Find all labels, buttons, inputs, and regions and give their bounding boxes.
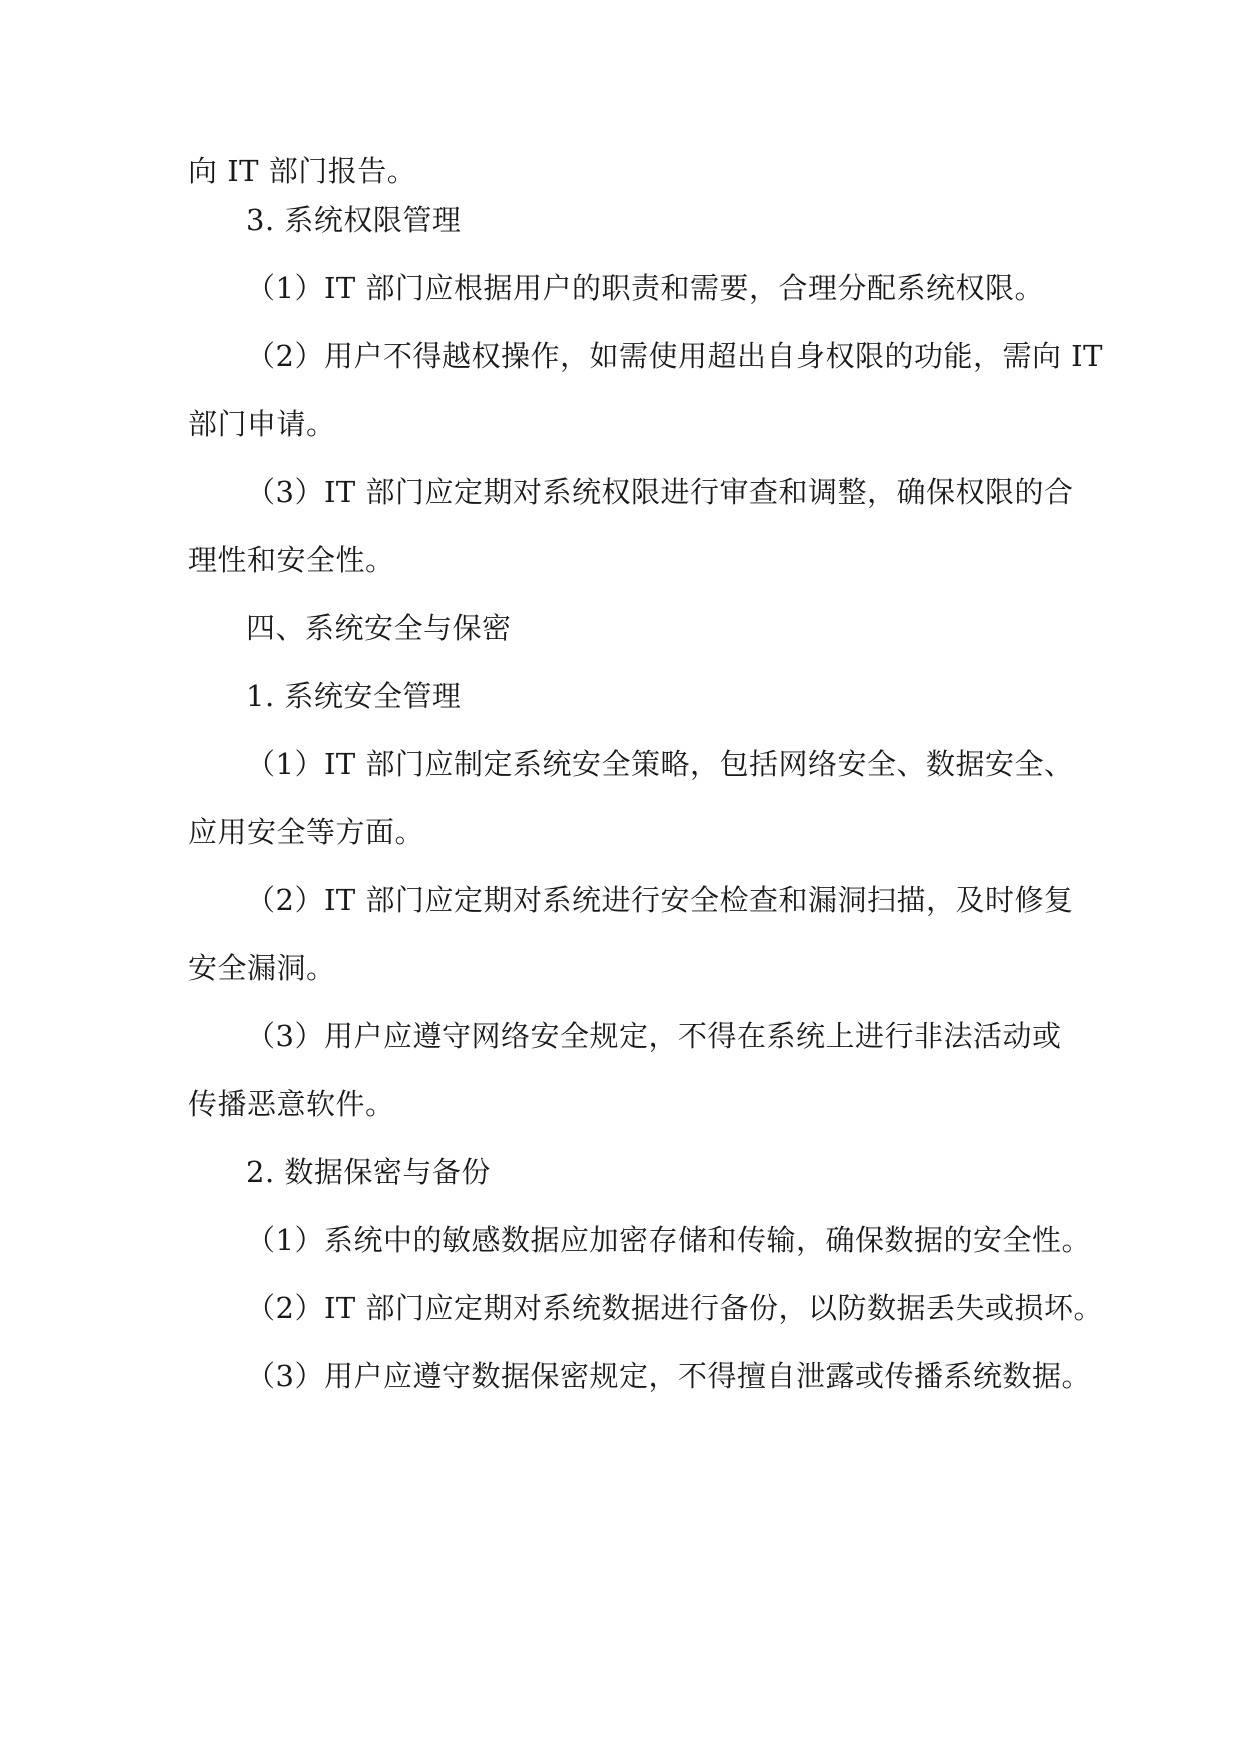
paragraph-line: （2）IT 部门应定期对系统进行安全检查和漏洞扫描，及时修复 — [246, 883, 1074, 917]
paragraph-line: 部门申请。 — [188, 407, 336, 441]
paragraph-line: 传播恶意软件。 — [188, 1087, 395, 1121]
paragraph-line: （1）IT 部门应制定系统安全策略，包括网络安全、数据安全、 — [246, 747, 1074, 781]
section-heading: 四、系统安全与保密 — [246, 611, 512, 645]
paragraph-line: 理性和安全性。 — [188, 543, 395, 577]
paragraph-line: （3）用户应遵守数据保密规定，不得擅自泄露或传播系统数据。 — [246, 1359, 1091, 1393]
paragraph-line: 安全漏洞。 — [188, 951, 336, 985]
paragraph-line: （3）用户应遵守网络安全规定，不得在系统上进行非法活动或 — [246, 1019, 1062, 1053]
subsection-heading: 2. 数据保密与备份 — [246, 1155, 491, 1189]
paragraph-line: （1）系统中的敏感数据应加密存储和传输，确保数据的安全性。 — [246, 1223, 1091, 1257]
paragraph-line: （3）IT 部门应定期对系统权限进行审查和调整，确保权限的合 — [246, 475, 1074, 509]
subsection-heading: 3. 系统权限管理 — [246, 203, 462, 237]
subsection-heading: 1. 系统安全管理 — [246, 679, 462, 713]
paragraph-line: （2）用户不得越权操作，如需使用超出自身权限的功能，需向 IT — [246, 339, 1103, 373]
paragraph-line: 应用安全等方面。 — [188, 815, 425, 849]
paragraph-line: （1）IT 部门应根据用户的职责和需要，合理分配系统权限。 — [246, 271, 1044, 305]
paragraph-line: 向 IT 部门报告。 — [188, 154, 417, 188]
paragraph-line: （2）IT 部门应定期对系统数据进行备份，以防数据丢失或损坏。 — [246, 1291, 1103, 1325]
